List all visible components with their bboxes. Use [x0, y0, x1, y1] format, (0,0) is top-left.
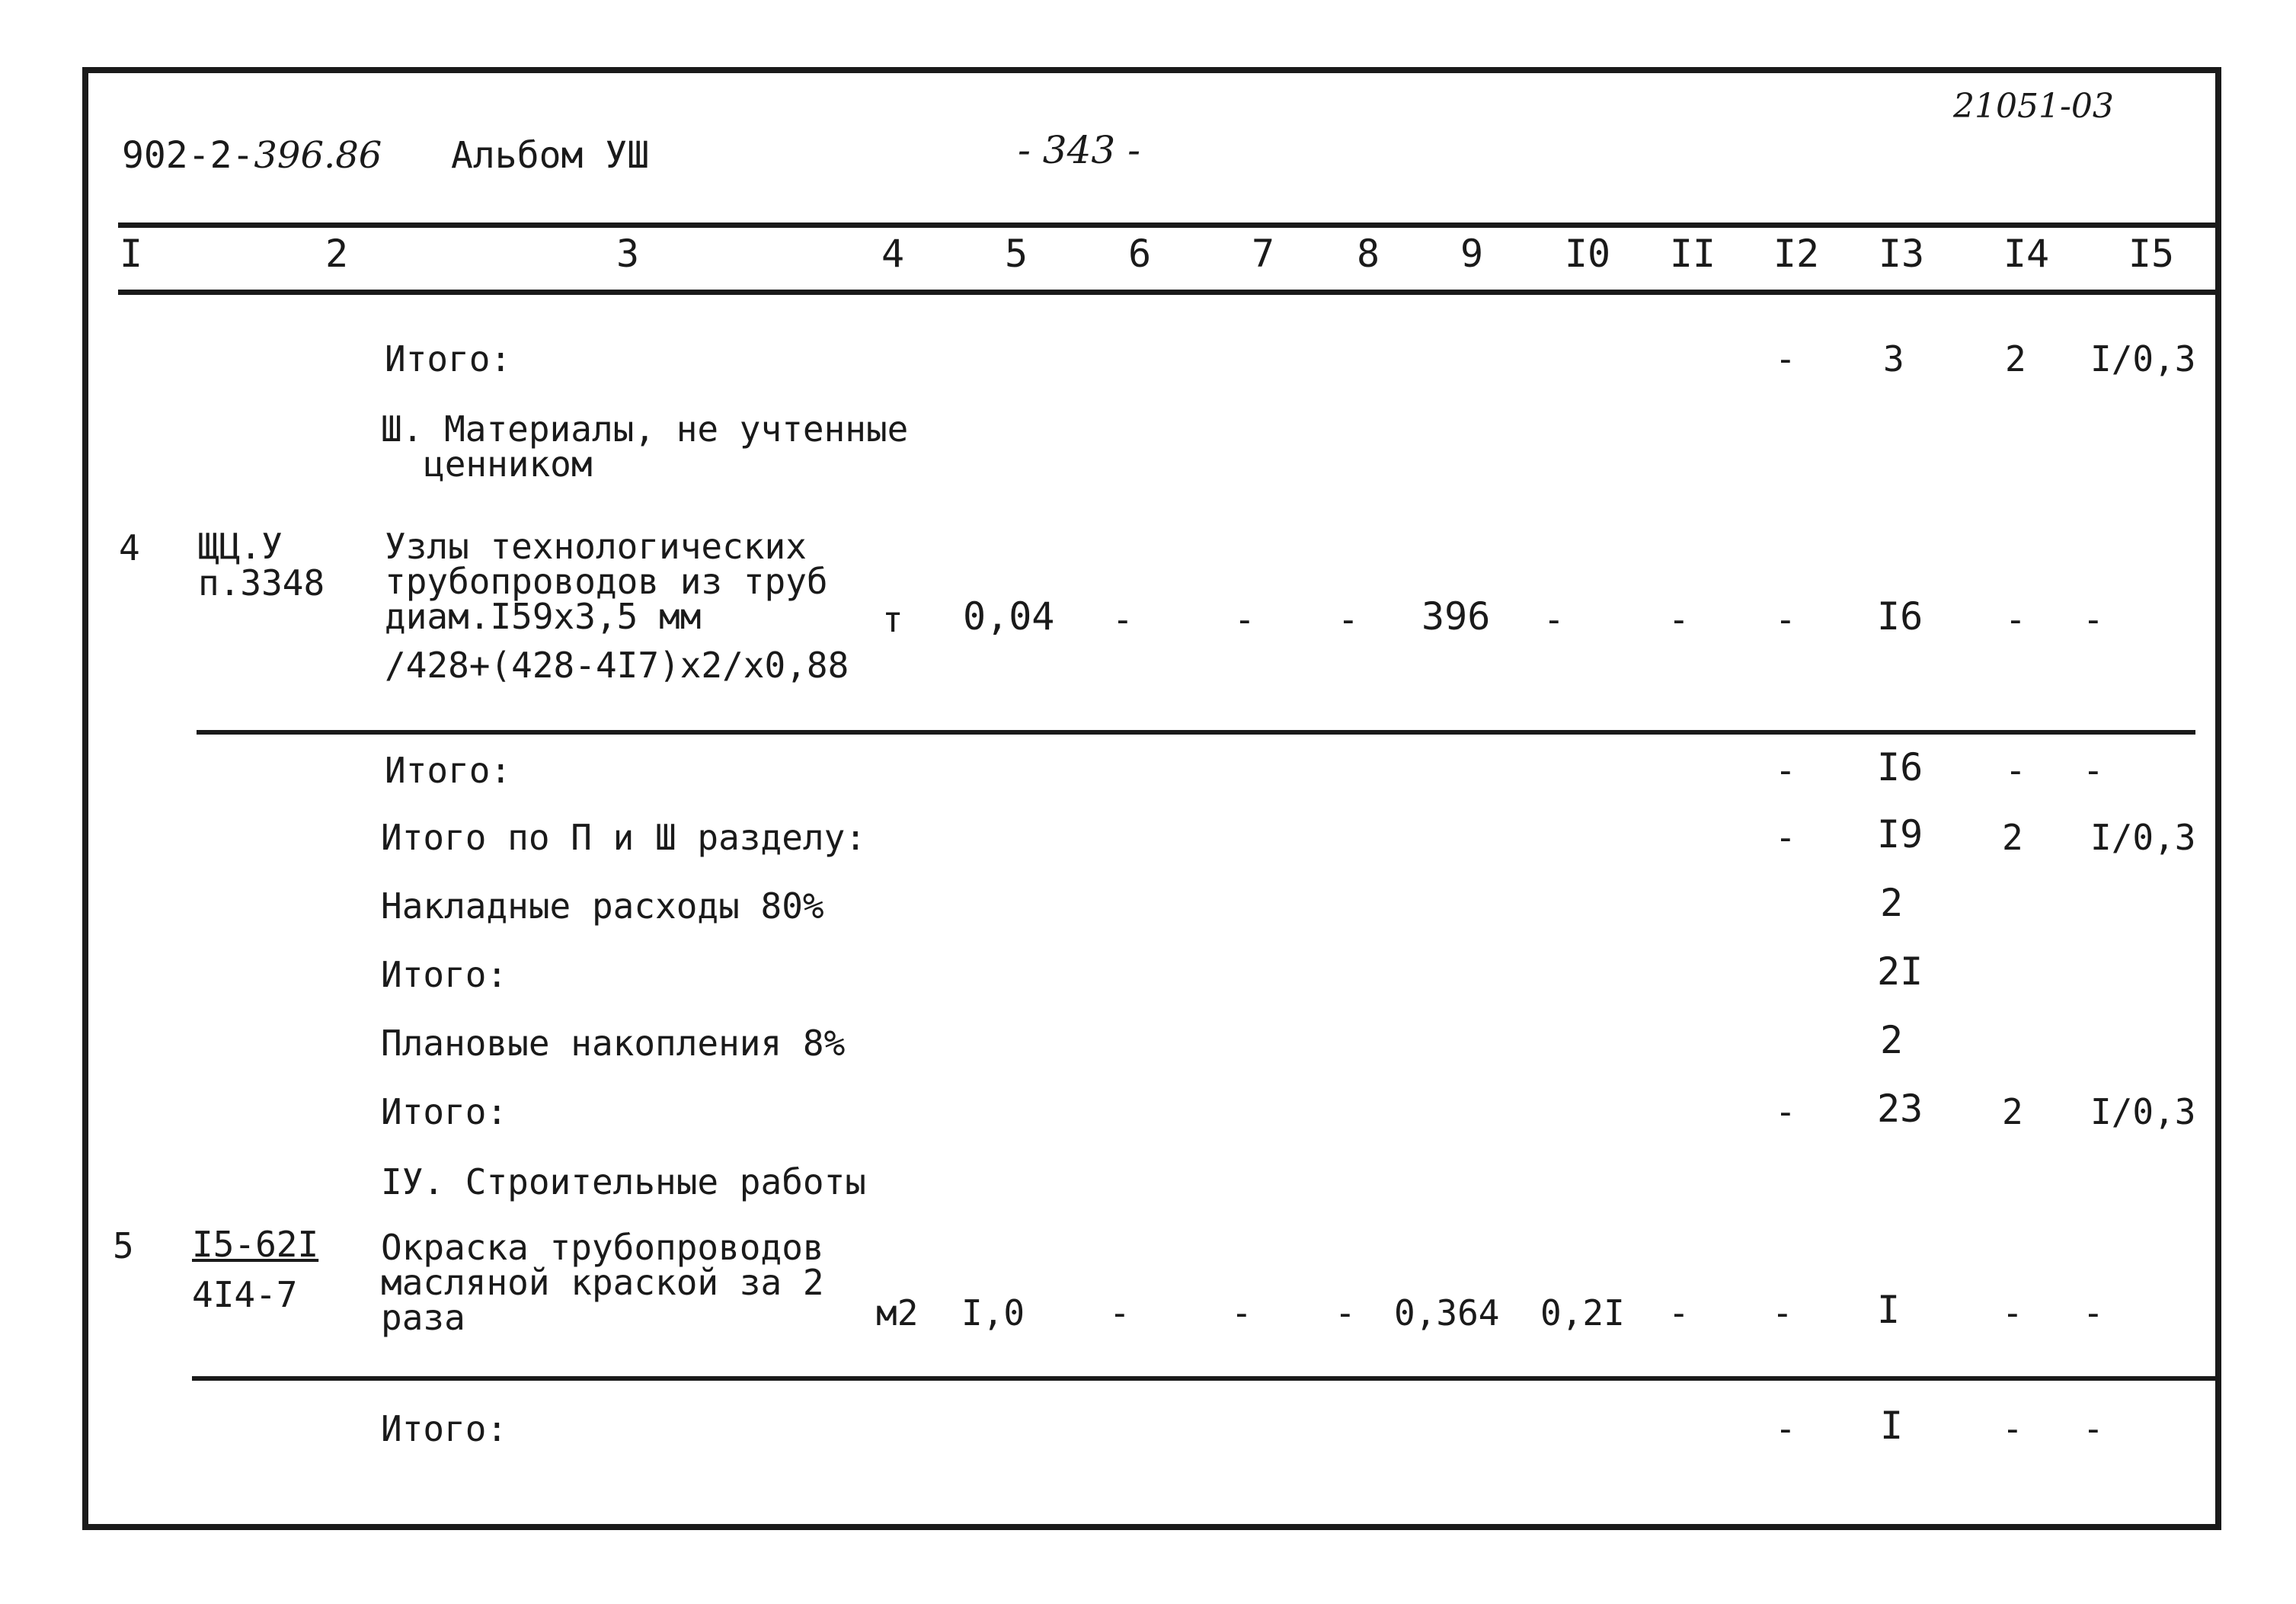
column-header: 6 — [1127, 232, 1152, 276]
item-description: Узлы технологических — [385, 526, 807, 567]
cell: 2 — [1880, 1018, 1904, 1062]
cell: 0,04 — [963, 594, 1055, 639]
item-code: п.3348 — [198, 562, 325, 604]
cell: 3 — [1883, 338, 1904, 379]
column-header: I2 — [1773, 232, 1820, 276]
item-description: масляной краской за 2 — [381, 1262, 824, 1303]
item-formula: /428+(428-4I7)x2/x0,88 — [385, 645, 849, 686]
item-code: I5-62I — [192, 1224, 319, 1265]
column-header: II — [1669, 232, 1716, 276]
cell: - — [2083, 1292, 2104, 1333]
cell: 0,2I — [1540, 1292, 1625, 1333]
cell: - — [2002, 1408, 2023, 1449]
cell: 2 — [1880, 881, 1904, 925]
cell: - — [1109, 1292, 1130, 1333]
column-header: I — [119, 232, 143, 276]
cell: I,0 — [961, 1292, 1025, 1333]
cell: - — [2005, 750, 2026, 791]
cell: 2 — [2002, 817, 2023, 858]
header-rule-bottom — [118, 290, 2216, 295]
cell: I/0,3 — [2090, 1091, 2196, 1132]
cell: - — [2083, 1408, 2104, 1449]
cell: I — [1880, 1404, 1904, 1448]
cell: I6 — [1877, 745, 1923, 789]
cell: - — [2083, 599, 2104, 640]
cell: - — [1543, 599, 1565, 640]
column-header: 2 — [325, 232, 349, 276]
cell: 396 — [1421, 594, 1491, 639]
total-label: Итого: — [385, 338, 512, 379]
cell: - — [1335, 1292, 1356, 1333]
handwritten-number: 396.86 — [254, 134, 382, 177]
item-number: 4 — [119, 527, 140, 568]
total-label: Итого: — [381, 1408, 508, 1449]
item-description: диам.I59x3,5 мм — [385, 596, 702, 637]
cell: - — [2002, 1292, 2023, 1333]
cell: - — [1231, 1292, 1252, 1333]
cell: - — [1772, 1292, 1793, 1333]
cell: I — [1877, 1288, 1901, 1332]
cell: - — [1775, 1408, 1796, 1449]
cell: - — [1234, 599, 1255, 640]
cell: - — [1668, 1292, 1690, 1333]
overhead-label: Накладные расходы 80% — [381, 885, 824, 927]
item-number: 5 — [113, 1225, 134, 1266]
cell: т — [882, 599, 903, 640]
savings-label: Плановые накопления 8% — [381, 1023, 846, 1064]
cell: 0,364 — [1394, 1292, 1500, 1333]
document-number: 902-2-396.86 — [122, 134, 382, 177]
section-title: IУ. Строительные работы — [381, 1161, 866, 1202]
total-label: Итого: — [381, 1091, 508, 1132]
album-label: Альбом УШ — [451, 134, 650, 177]
column-header: 8 — [1356, 232, 1380, 276]
item-code: ЩЦ.У — [198, 526, 283, 567]
item-description: трубопроводов из труб — [385, 561, 828, 602]
item-description: Окраска трубопроводов — [381, 1227, 824, 1268]
column-header: 7 — [1251, 232, 1275, 276]
cell: - — [1668, 599, 1690, 640]
header-rule-top — [118, 223, 2216, 228]
cell: 2 — [2005, 338, 2026, 379]
cell: - — [1775, 599, 1796, 640]
total-label: Итого по П и Ш разделу: — [381, 817, 866, 858]
cell: - — [1775, 817, 1796, 858]
item-description: раза — [381, 1297, 465, 1338]
divider-rule — [192, 1376, 2215, 1381]
sheet-code: 21051-03 — [1953, 87, 2114, 126]
cell: I6 — [1877, 594, 1923, 639]
cell: м2 — [876, 1292, 919, 1333]
divider-rule — [197, 730, 2195, 735]
column-header: 3 — [616, 232, 640, 276]
column-header: 9 — [1460, 232, 1484, 276]
cell: 2 — [2002, 1091, 2023, 1132]
page-number: - 343 - — [1018, 128, 1141, 172]
item-code: 4I4-7 — [192, 1274, 298, 1315]
column-header: 5 — [1004, 232, 1028, 276]
cell: 2I — [1877, 949, 1923, 994]
cell: I/0,3 — [2090, 817, 2196, 858]
cell: - — [2083, 750, 2104, 791]
column-header: 4 — [881, 232, 905, 276]
section-title-cont: ценником — [424, 443, 593, 485]
total-label: Итого: — [381, 954, 508, 995]
cell: - — [1775, 750, 1796, 791]
column-header: I5 — [2128, 232, 2175, 276]
cell: - — [1338, 599, 1359, 640]
cell: I9 — [1877, 812, 1923, 856]
column-header: I4 — [2003, 232, 2050, 276]
cell: - — [1112, 599, 1134, 640]
column-header: I3 — [1878, 232, 1925, 276]
section-title: Ш. Материалы, не учтенные — [381, 408, 909, 450]
column-header: I0 — [1564, 232, 1611, 276]
cell: I/0,3 — [2090, 338, 2196, 379]
cell: - — [1775, 338, 1796, 379]
cell: - — [2005, 599, 2026, 640]
cell: - — [1775, 1091, 1796, 1132]
total-label: Итого: — [385, 750, 512, 791]
cell: 23 — [1877, 1087, 1923, 1131]
